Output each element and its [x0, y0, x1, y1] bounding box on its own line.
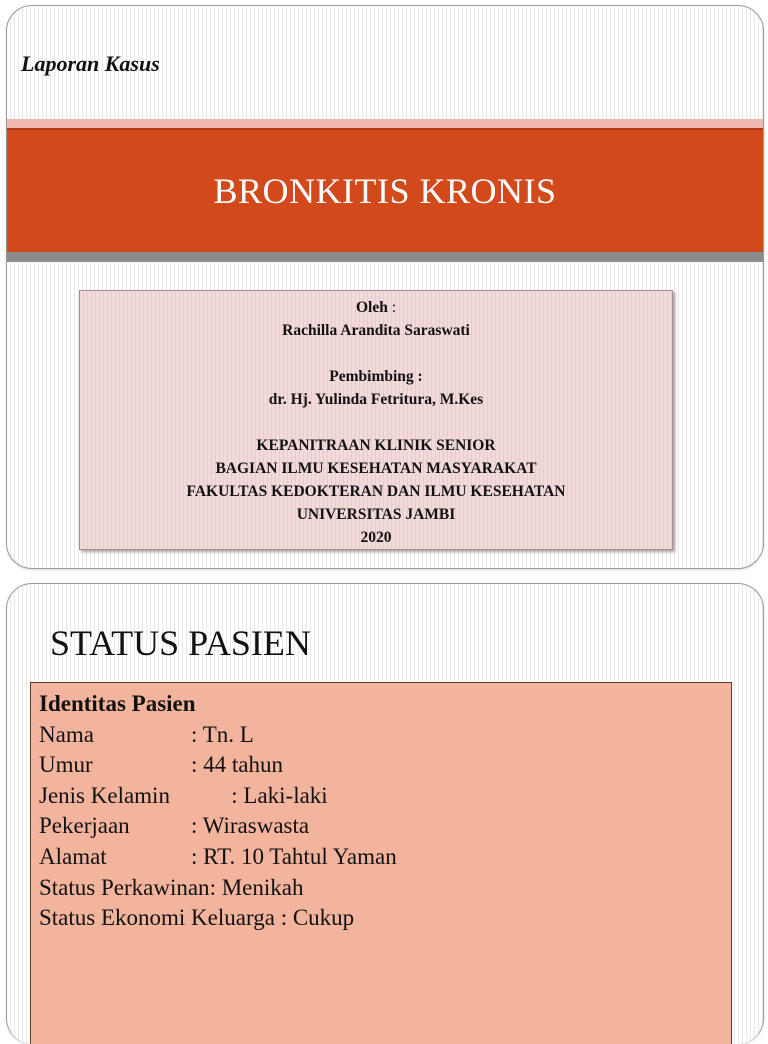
- identity-row: [39, 842, 723, 873]
- row-value: : Tn. L: [191, 721, 254, 747]
- institution-line: KEPANITRAAN KLINIK SENIOR: [256, 437, 496, 454]
- row-value: : Laki-laki: [191, 782, 328, 808]
- institution-line: FAKULTAS KEDOKTERAN DAN ILMU KESEHATAN: [186, 483, 566, 500]
- identity-row: [39, 781, 723, 812]
- accent-band-bottom: [7, 252, 763, 262]
- spacer: [80, 342, 672, 365]
- institution-line: UNIVERSITAS JAMBI: [296, 506, 456, 523]
- oleh-separator: :: [387, 299, 397, 316]
- section-title: STATUS PASIEN: [50, 623, 311, 663]
- oleh-line: [80, 296, 672, 319]
- identity-row: [39, 873, 723, 904]
- slide-status-pasien: [6, 583, 764, 1044]
- row-label: Jenis Kelamin: [39, 782, 170, 808]
- author-name: Rachilla Arandita Saraswati: [282, 322, 470, 339]
- row-label: Nama: [39, 721, 94, 747]
- supervisor-name: dr. Hj. Yulinda Fetritura, M.Kes: [268, 391, 484, 408]
- patient-identity-box: [30, 682, 732, 1044]
- oleh-label: Oleh: [355, 299, 388, 316]
- report-type-label: Laporan Kasus: [21, 51, 160, 76]
- identity-row: [39, 903, 723, 934]
- author-info-box: [79, 290, 673, 550]
- row-value: : 44 tahun: [191, 752, 283, 778]
- row-value: : Wiraswasta: [191, 813, 310, 839]
- identity-row: [39, 811, 723, 842]
- row-value: : Menikah: [209, 874, 304, 900]
- spacer: [80, 411, 672, 434]
- row-label: Umur: [39, 752, 93, 778]
- presentation-title: BRONKITIS KRONIS: [213, 171, 557, 211]
- identity-row: [39, 720, 723, 751]
- row-label: Status Ekonomi Keluarga: [39, 905, 275, 931]
- row-label: Status Perkawinan: [39, 874, 210, 900]
- institution-line: BAGIAN ILMU KESEHATAN MASYARAKAT: [215, 460, 537, 477]
- row-value: : Cukup: [274, 905, 355, 931]
- row-value: : RT. 10 Tahtul Yaman: [191, 843, 397, 869]
- slide-title: [6, 5, 764, 569]
- identity-heading: Identitas Pasien: [39, 691, 196, 716]
- row-label: Pekerjaan: [39, 813, 130, 839]
- accent-band-top: [7, 119, 763, 128]
- title-band: [7, 130, 763, 252]
- identity-row: [39, 750, 723, 781]
- row-label: Alamat: [39, 843, 107, 869]
- pembimbing-label: Pembimbing :: [329, 368, 423, 385]
- year-line: 2020: [360, 529, 392, 546]
